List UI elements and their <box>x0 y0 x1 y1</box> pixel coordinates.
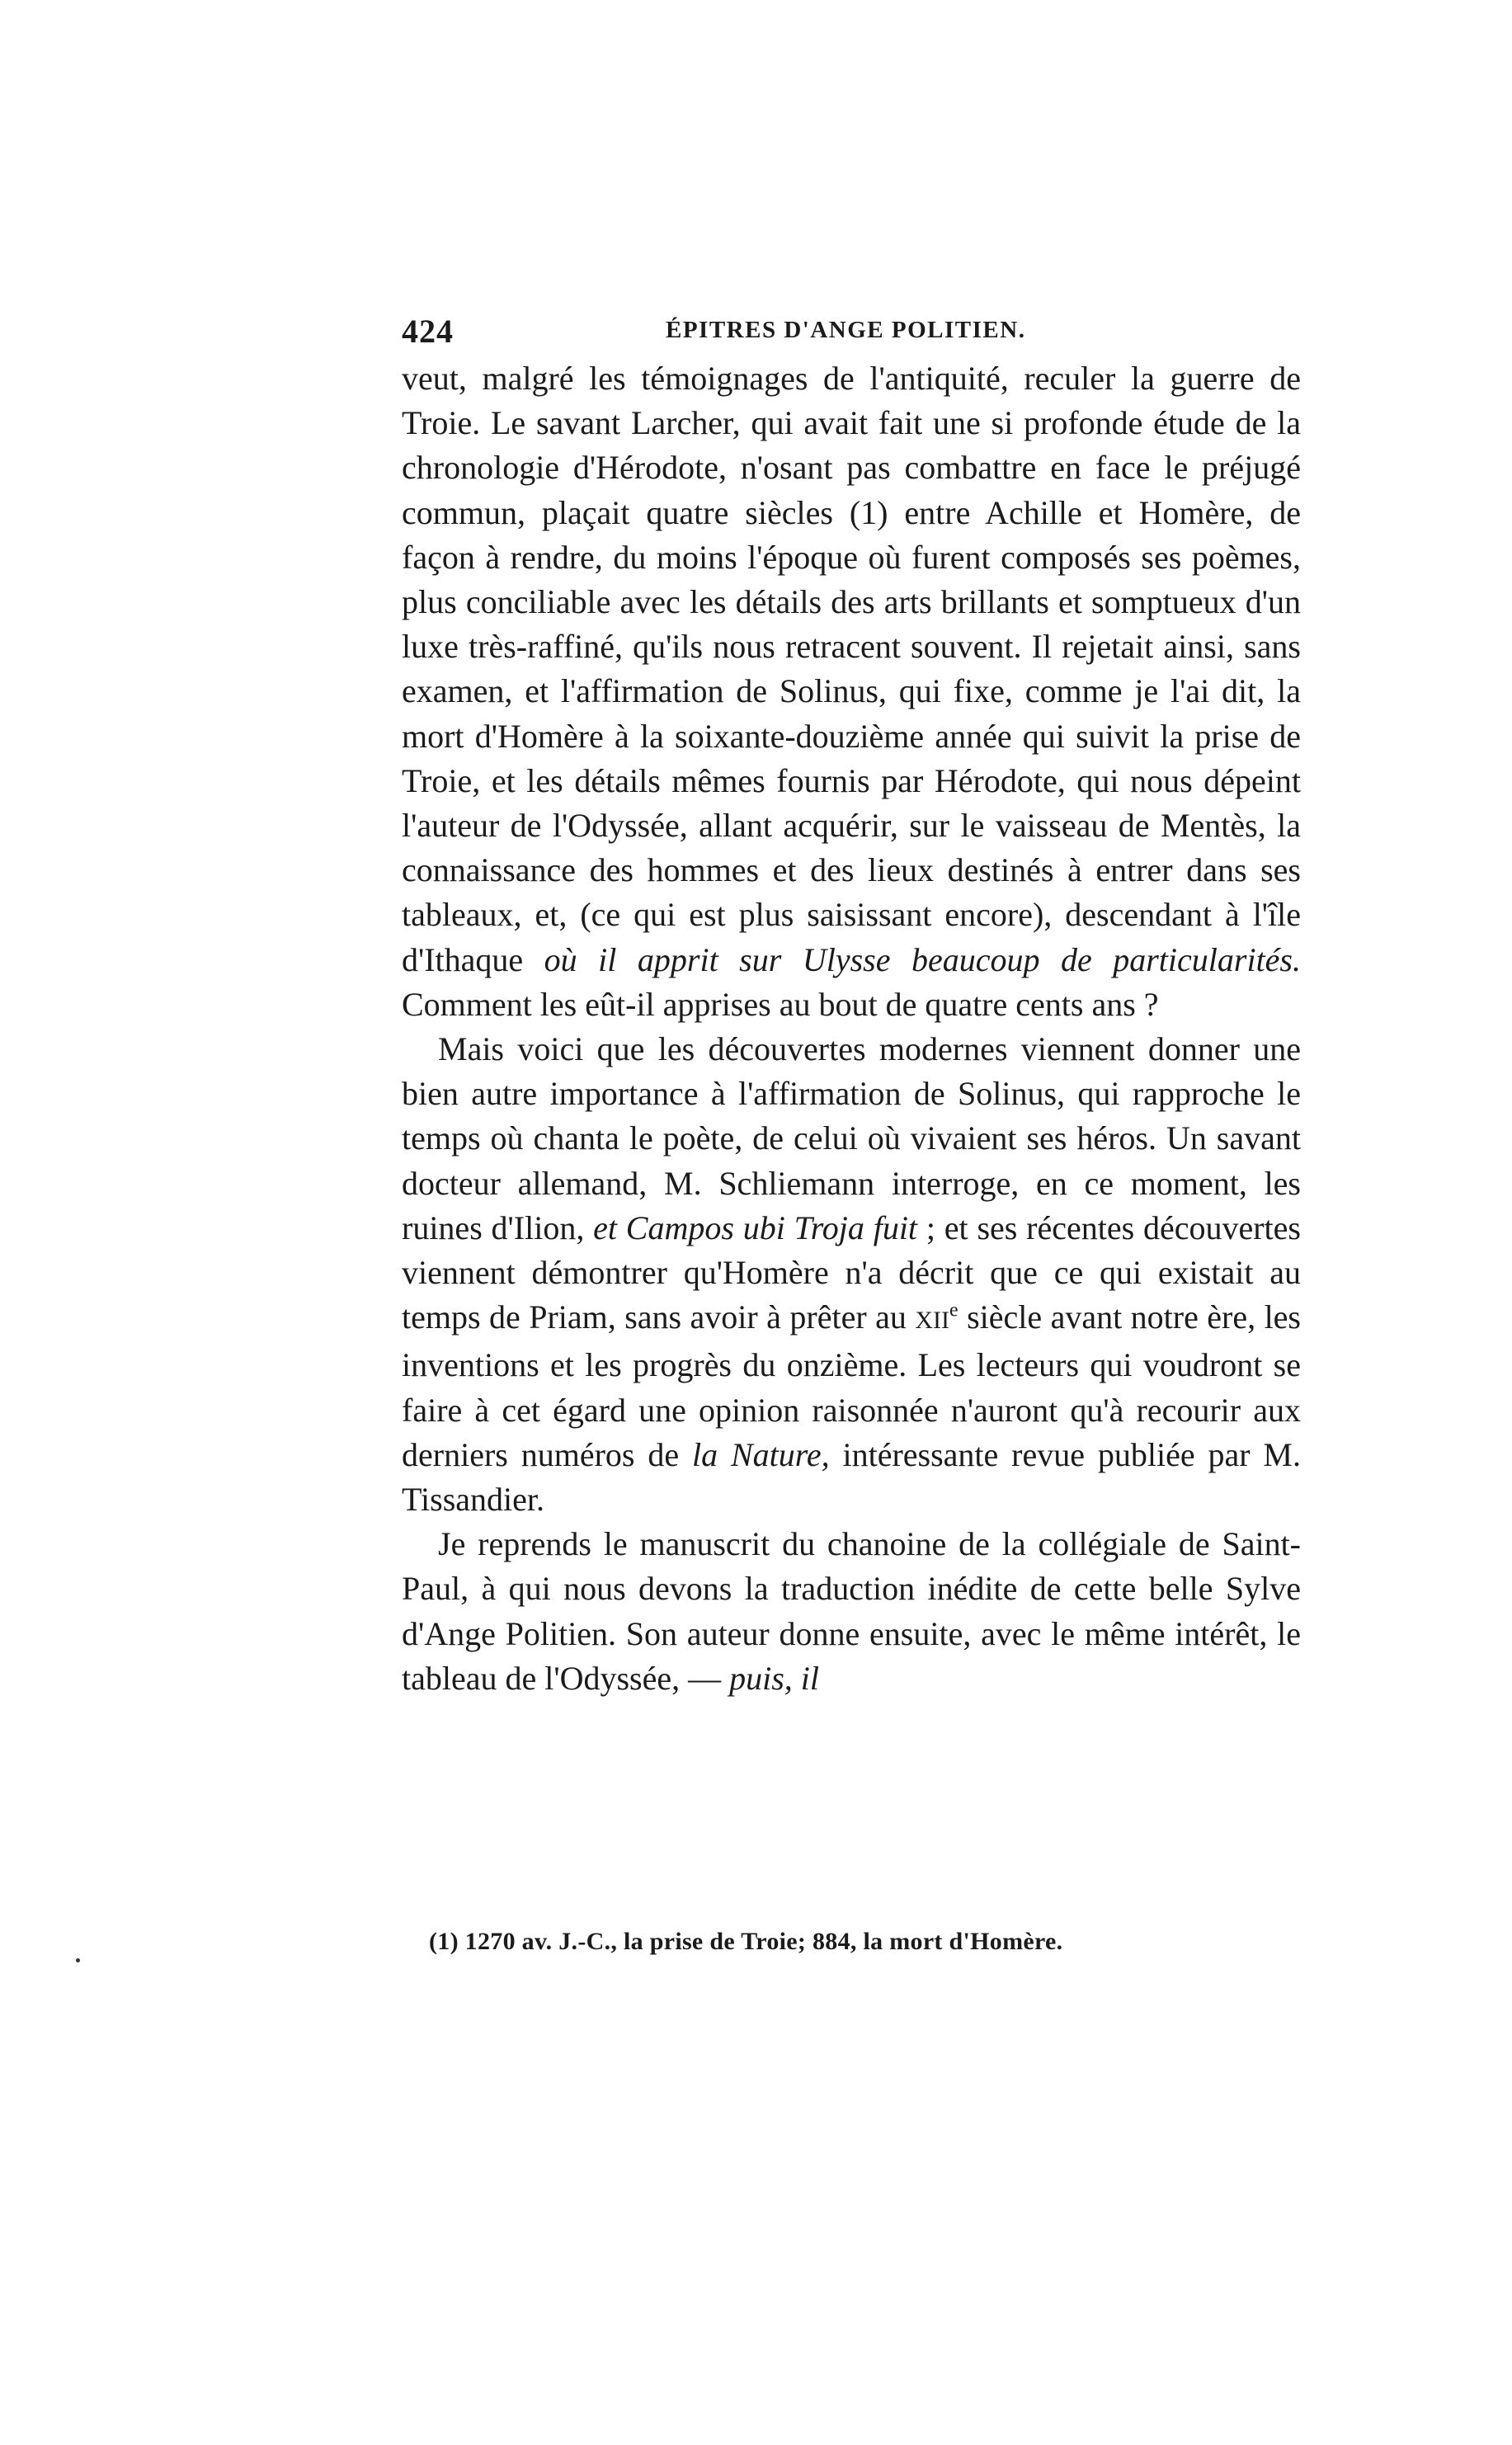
paragraph-2-text-a: Mais voici que les découvertes modernes viennent donner une bien autre importance à l'affirmation de Solinus, qui rapproche le temps où chanta le poète, de celui où vivaient ses héros. Un savant docteur allemand, M. Schliemann interroge, en ce moment, les ruines d'Ilion, <box>402 1030 1301 1246</box>
paragraph-2-text-d: siècle avant notre ère, les inventions et les progrès du onzième. Les lecteurs qui voudront se faire à cet égard une opinion raisonnée n'auront qu'à recourir aux derniers numéros de <box>402 1298 1302 1473</box>
paragraph-2-text-f: intéressante revue publiée par M. Tissandier. <box>402 1435 1301 1519</box>
paragraph-1-italic-quote: où il apprit sur Ulysse beaucoup de particularités. <box>544 940 1301 978</box>
running-head <box>402 312 1301 353</box>
paragraph-1-text-c: Comment les eût-il apprises au bout de quatre cents ans ? <box>402 985 1159 1023</box>
paragraph-2 <box>402 1027 1301 1522</box>
paragraph-3-italic-end: puis, il <box>729 1659 819 1697</box>
running-title: ÉPITRES D'ANGE POLITIEN. <box>666 317 1026 343</box>
paragraph-2-italic-latin: et Campos ubi Troja fuit <box>593 1208 918 1246</box>
century-superscript: e <box>949 1299 959 1321</box>
page-number: 424 <box>402 313 454 350</box>
footnote: (1) 1270 av. J.-C., la prise de Troie; 884, la mort d'Homère. <box>429 1928 1063 1955</box>
paragraph-2-text-c: ; et ses récentes découvertes viennent démontrer qu'Homère n'a décrit que ce qui existait au temps de Priam, sans avoir à prêter au <box>402 1208 1301 1336</box>
century-numeral: XII <box>915 1307 949 1335</box>
paragraph-3 <box>402 1522 1301 1701</box>
paragraph-1 <box>402 356 1301 1027</box>
paragraph-1-text-a: veut, malgré les témoignages de l'antiquité, reculer la guerre de Troie. Le savant Larcher, qui avait fait une si profonde étude de la chronologie d'Hérodote, n'osant pas combattre en face le préjugé commun, plaçait quatre siècles (1) entre Achille et Homère, de façon à rendre, du moins l'époque où furent composés ses poèmes, plus conciliable avec les détails des arts brillants et somptueux d'un luxe très-raffiné, qu'ils nous retracent souvent. Il rejetait ainsi, sans examen, et l'affirmation de Solinus, qui fixe, comme je l'ai dit, la mort d'Homère à la soixante-douzième année qui suivit la prise de Troie, et les détails mêmes fournis par Hérodote, qui nous dépeint l'auteur de l'Odyssée, allant acquérir, sur le vaisseau de Mentès, la connaissance des hommes et des lieux destinés à entrer dans ses tableaux, et, (ce qui est plus saisissant encore), descendant à l'île d'Ithaque <box>402 360 1301 978</box>
paragraph-3-text-a: Je reprends le manuscrit du chanoine de la collégiale de Saint-Paul, à qui nous devons la traduction inédite de cette belle Sylve d'Ange Politien. Son auteur donne ensuite, avec le même intérêt, le tableau de l'Odyssée, — <box>402 1525 1301 1697</box>
paragraph-2-italic-journal: la Nature, <box>691 1435 830 1473</box>
print-speck <box>76 1958 80 1962</box>
main-text <box>402 356 1301 1701</box>
